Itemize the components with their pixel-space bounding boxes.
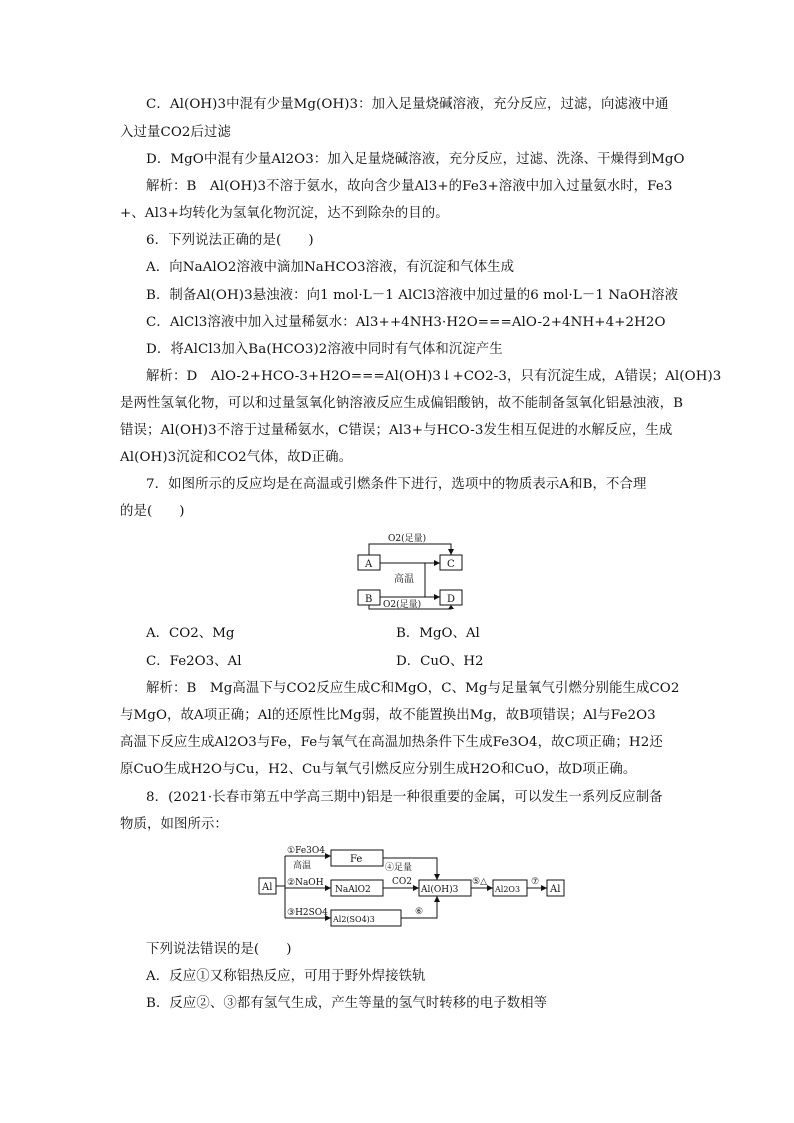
fig7-label-c: C [447,559,455,570]
q7-option-c: C．Fe2O3、Al [146,654,242,669]
q7-solution-line4: 原CuO生成H2O与Cu，H2、Cu与氧气引燃反应分别生成H2O和CuO，故D项正确。 [120,762,637,777]
fig8-label-r1: ①Fe3O4 [287,846,325,856]
figure-q7-reaction-diagram [350,530,480,612]
q6-option-c: C．AlCl3溶液中加入过量稀氨水：Al3++4NH3·H2O===AlO-2+4NH+4+2H2O [146,315,666,330]
q7-stem-line2: 的是( ) [120,504,185,519]
q6-stem: 6．下列说法正确的是( ) [146,233,314,248]
q5-option-d: D．MgO中混有少量Al2O3：加入足量烧碱溶液，充分反应，过滤、洗涤、干燥得到MgO [146,152,685,167]
fig7-mid-label: 高温 [394,574,414,585]
fig7-label-a: A [365,559,373,570]
q7-option-d: D．CuO、H2 [396,654,484,669]
q6-option-a: A．向NaAlO2溶液中滴加NaHCO3溶液，有沉淀和气体生成 [146,260,515,275]
fig8-label-r6: ⑥ [415,907,424,917]
fig8-label-al2so43: Al2(SO4)3 [333,915,375,924]
q8-option-a: A．反应①又称铝热反应，可用于野外焊接铁轨 [146,969,426,984]
q6-solution-line3: 错误；Al(OH)3不溶于过量稀氨水，C错误；Al3+与HCO-3发生相互促进的水解反应，生成 [120,423,673,438]
q6-option-b: B．制备Al(OH)3悬浊液：向1 mol·L－1 AlCl3溶液中加过量的6 mol·L－1 NaOH溶液 [146,288,679,303]
fig8-label-fe: Fe [350,854,363,865]
q7-option-b: B．MgO、Al [396,626,480,641]
q8-stem-line1: 8．(2021·长春市第五中学高三期中)铝是一种很重要的金属，可以发生一系列反应制备 [146,790,663,805]
fig7-top-label: O2(足量) [388,534,427,544]
fig8-label-aloh3: Al(OH)3 [421,885,459,895]
fig8-label-al-end: Al [550,884,561,895]
fig7-label-b: B [365,594,373,605]
fig7-bottom-label: O2(足量) [383,600,422,610]
q6-option-d: D．将AlCl3加入Ba(HCO3)2溶液中同时有气体和沉淀产生 [146,342,503,357]
fig8-label-r3: ③H2SO4 [287,908,328,918]
q7-solution-line1: 解析：B Mg高温下与CO2反应生成C和MgO，C、Mg与足量氧气引燃分别能生成CO2 [146,681,680,696]
fig8-label-co2: CO2 [392,877,412,887]
fig8-label-naalo2: NaAlO2 [335,885,371,895]
q6-solution-line2: 是两性氢氧化物，可以和过量氢氧化钠溶液反应生成偏铝酸钠，故不能制备氢氧化铝悬浊液，B [120,396,684,411]
fig7-top-path [369,544,451,555]
fig8-label-al2o3: Al2O3 [495,885,521,894]
q8-stem-line2: 物质，如图所示： [120,817,228,832]
q5-solution-line1: 解析：B Al(OH)3不溶于氨水，故向含少量Al3+的Fe3+溶液中加入过量氨水时，Fe3 [146,179,673,194]
figure-q8-aluminum-reaction-flow [255,840,575,928]
q7-stem-line1: 7．如图所示的反应均是在高温或引燃条件下进行，选项中的物质表示A和B，不合理 [146,477,647,492]
q7-option-a: A．CO2、Mg [146,626,235,641]
fig8-label-al-start: Al [262,882,273,893]
q7-solution-line3: 高温下反应生成Al2O3与Fe，Fe与氧气在高温加热条件下生成Fe3O4，故C项正确；H2还 [120,735,663,750]
fig8-label-r7: ⑦ [531,877,540,887]
fig7-label-d: D [447,594,456,605]
q8-question: 下列说法错误的是( ) [146,942,292,957]
fig8-label-r2: ②NaOH [287,878,324,888]
q5-option-c-line2: 入过量CO2后过滤 [120,125,231,140]
q7-solution-line2: 与MgO，故A项正确；Al的还原性比Mg弱，故不能置换出Mg，故B项错误；Al与Fe2O3 [120,708,656,723]
fig8-label-r4: ④足量 [385,863,413,873]
q8-option-b: B．反应②、③都有氢气生成，产生等量的氢气时转移的电子数相等 [146,996,548,1011]
q6-solution-line1: 解析：D AlO-2+HCO-3+H2O===Al(OH)3↓+CO2-3，只有沉淀生成，A错误；Al(OH)3 [146,369,722,384]
q5-solution-line2: +、Al3+均转化为氢氧化物沉淀，达不到除杂的目的。 [120,206,449,221]
q6-solution-line4: Al(OH)3沉淀和CO2气体，故D正确。 [120,450,353,465]
fig8-label-r1-cond: 高温 [293,861,312,871]
q5-option-c-line1: C．Al(OH)3中混有少量Mg(OH)3：加入足量烧碱溶液，充分反应，过滤，向滤液中通 [146,97,669,112]
fig8-label-r5: ⑤△ [472,877,487,887]
